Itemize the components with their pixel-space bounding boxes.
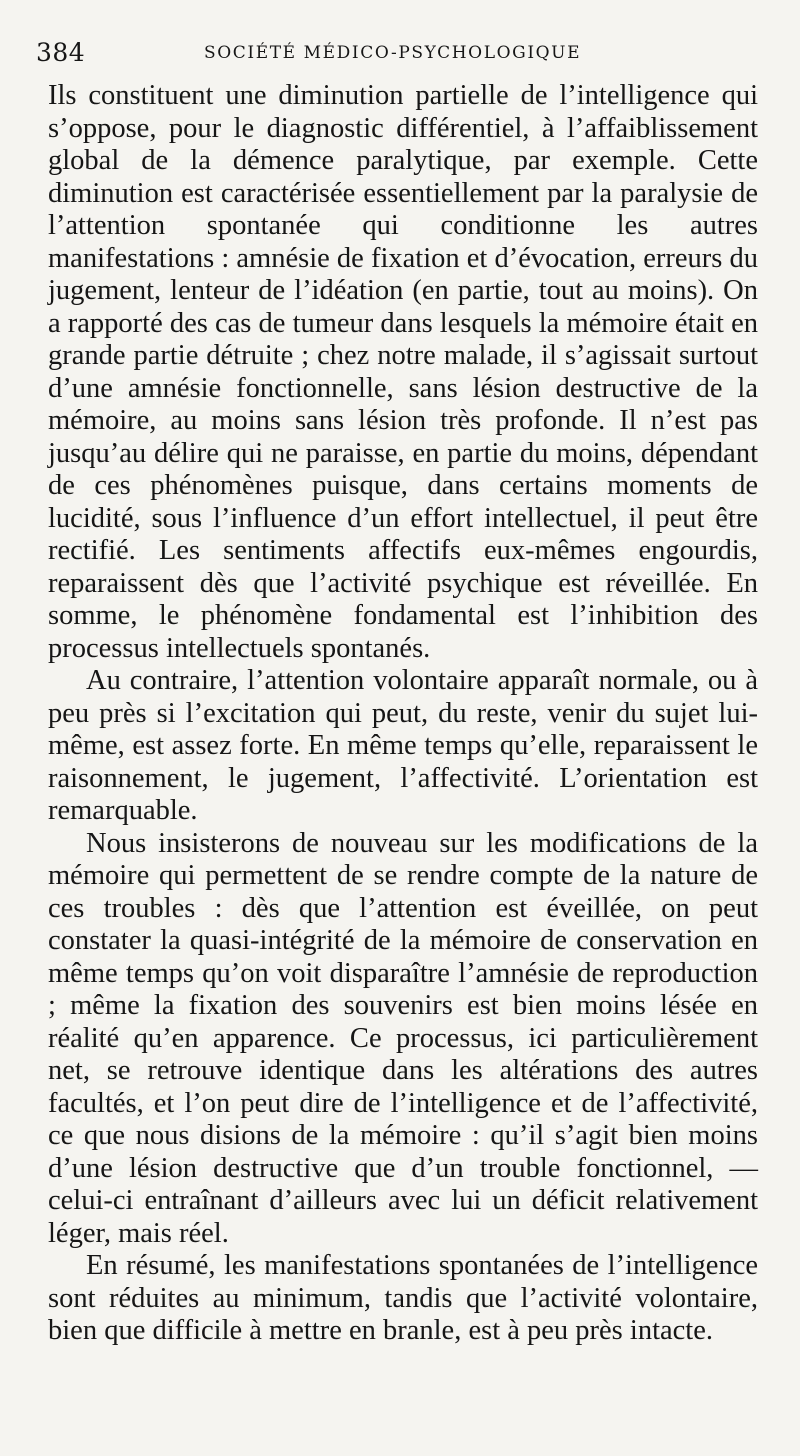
- paragraph-4: En résumé, les manifestations spontanées de l’intelligence sont réduites au minimum, tandis que l’activité volontaire, bien que difficile à mettre en branle, est à peu près intacte.: [48, 1250, 758, 1346]
- paragraph-3: Nous insisterons de nouveau sur les modifications de la mémoire qui permettent de se rendre compte de la nature de ces troubles : dès que l’attention est éveillée, on peut constater la quasi-intégrité de la mémoire de conservation en même temps qu’on voit disparaître l’amnésie de reproduction ; même la fixation des souvenirs est bien moins lésée en réalité qu’en apparence. Ce processus, ici particulièrement net, se retrouve identique dans les altérations des autres facultés, et l’on peut dire de l’intelligence et de l’affectivité, ce que nous disions de la mémoire : qu’il s’agit bien moins d’une lésion destructive que d’un trouble fonctionnel, — celui-ci entraînant d’ailleurs avec lui un déficit relativement léger, mais réel.: [48, 827, 758, 1249]
- paragraph-1: Ils constituent une diminution partielle de l’intelligence qui s’oppose, pour le diagnostic différentiel, à l’affaiblissement global de la démence paralytique, par exemple. Cette diminution est caractérisée essentiellement par la paralysie de l’attention spontanée qui conditionne les autres manifestations : amnésie de fixation et d’évocation, erreurs du jugement, lenteur de l’idéation (en partie, tout au moins). On a rapporté des cas de tumeur dans lesquels la mémoire était en grande partie détruite ; chez notre malade, il s’agissait surtout d’une amnésie fonctionnelle, sans lésion destructive de la mémoire, au moins sans lésion très profonde. Il n’est pas jusqu’au délire qui ne paraisse, en partie du moins, dépendant de ces phénomènes puisque, dans certains moments de lucidité, sous l’influence d’un effort intellectuel, il peut être rectifié. Les sentiments affectifs eux-mêmes engourdis, reparaissent dès que l’activité psychique est réveillée. En somme, le phénomène fondamental est l’inhibition des processus intellectuels spontanés.: [48, 80, 758, 664]
- running-title: SOCIÉTÉ MÉDICO-PSYCHOLOGIQUE: [204, 43, 582, 63]
- body-text: [48, 80, 758, 1348]
- paragraph-2: Au contraire, l’attention volontaire apparaît normale, ou à peu près si l’excitation qui peut, du reste, venir du sujet lui-même, est assez forte. En même temps qu’elle, reparaissent le raisonnement, le jugement, l’affectivité. L’orientation est remarquable.: [48, 665, 758, 826]
- page-header: [36, 38, 756, 68]
- page-number: 384: [36, 38, 86, 67]
